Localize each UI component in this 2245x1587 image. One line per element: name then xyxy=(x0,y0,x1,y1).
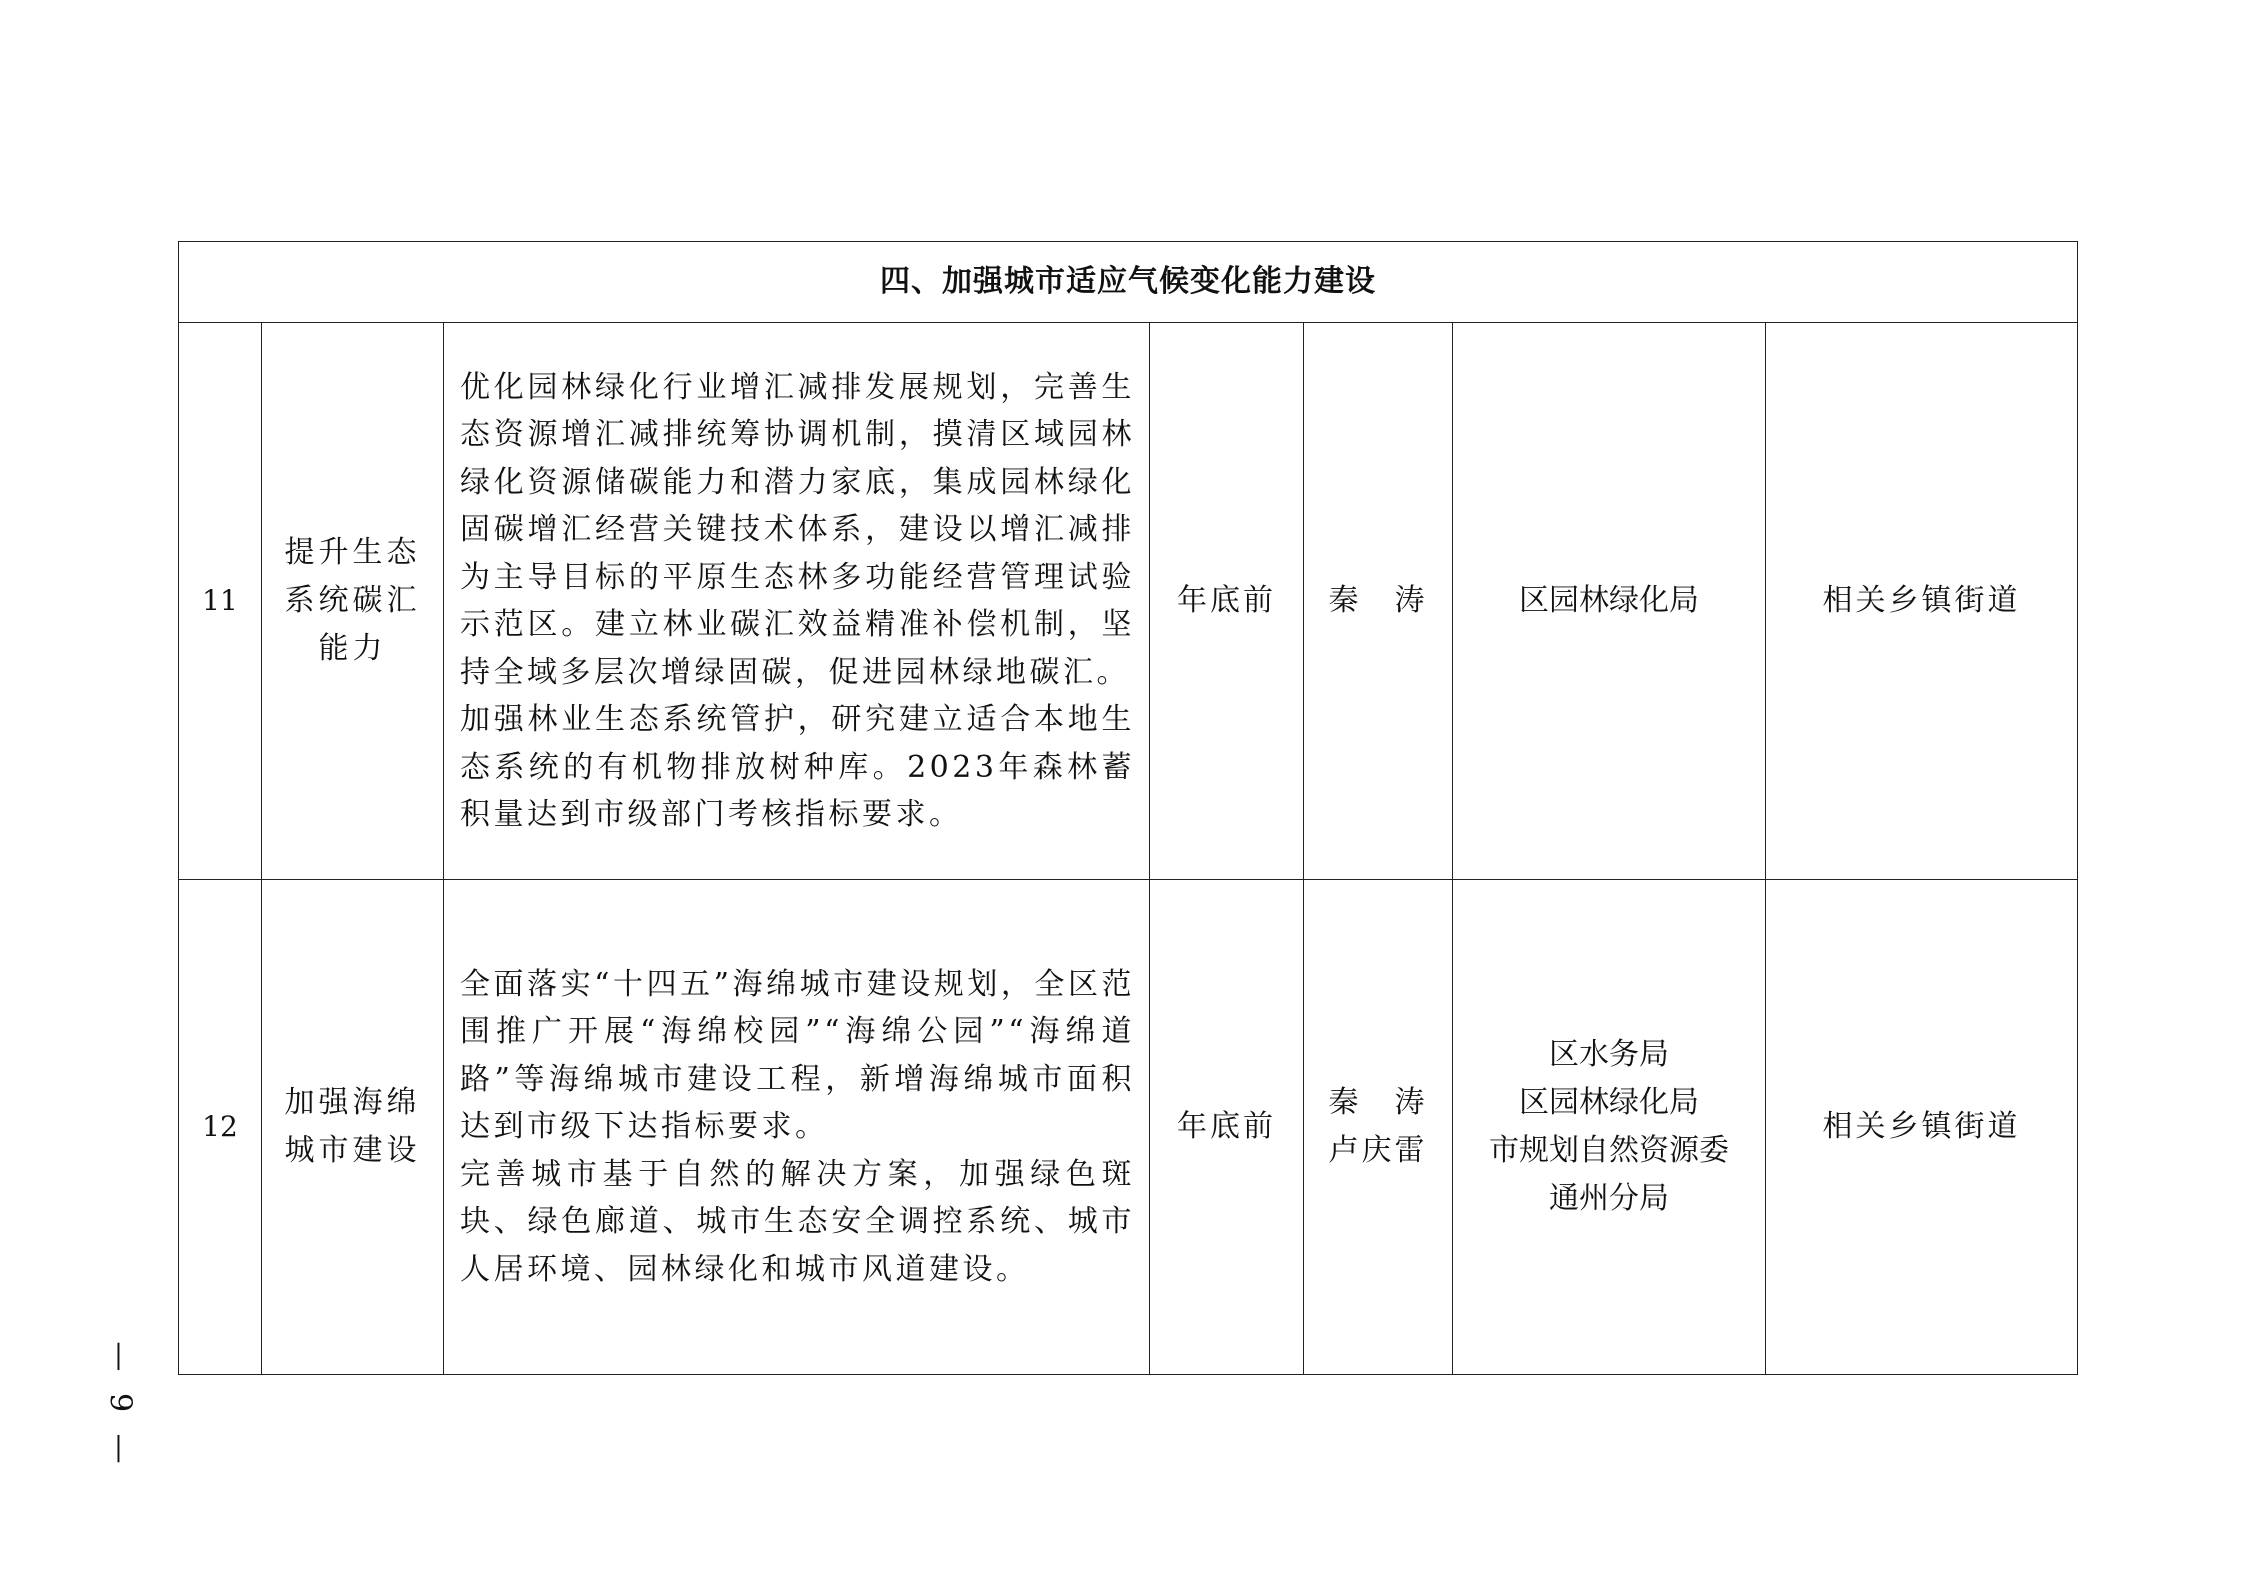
leader-name: 卢庆雷 xyxy=(1328,1133,1428,1168)
lead-unit xyxy=(1453,323,1766,880)
table-row xyxy=(179,323,2078,880)
deadline: 年底前 xyxy=(1150,880,1304,1375)
lead-unit-line: 通州分局 xyxy=(1549,1181,1669,1216)
responsible-leader xyxy=(1304,880,1453,1375)
content-paragraph: 优化园林绿化行业增汇减排发展规划，完善生态资源增汇减排统筹协调机制，摸清区域园林绿化资源储碳能力和潜力家底，集成园林绿化固碳增汇经营关键技术体系，建设以增汇减排为主导目标的平原生态林多功能经营管理试验示范区。建立林业碳汇效益精准补偿机制，坚持全域多层次增绿固碳，促进园林绿地碳汇。 xyxy=(460,369,1135,690)
lead-unit-line: 区园林绿化局 xyxy=(1519,583,1699,618)
cooperating-units: 相关乡镇街道 xyxy=(1766,323,2078,880)
leader-name: 秦 涛 xyxy=(1328,1085,1428,1120)
task-content xyxy=(444,323,1150,880)
lead-unit-line: 区水务局 xyxy=(1549,1037,1669,1072)
row-number: 12 xyxy=(179,880,262,1375)
content-paragraph: 加强林业生态系统管护，研究建立适合本地生态系统的有机物排放树种库。2023年森林蓄积量达到市级部门考核指标要求。 xyxy=(460,702,1135,832)
task-table xyxy=(178,241,2078,1375)
page-number xyxy=(95,1340,145,1470)
task-name xyxy=(262,323,444,880)
content-paragraph: 全面落实“十四五”海绵城市建设规划，全区范围推广开展“海绵校园”“海绵公园”“海绵道路”等海绵城市建设工程，新增海绵城市面积达到市级下达指标要求。 xyxy=(460,966,1135,1145)
task-name-line: 提升生态 xyxy=(284,535,421,570)
page-number-text: — 9 — xyxy=(102,1340,138,1470)
task-name-line: 能力 xyxy=(318,631,387,666)
lead-unit xyxy=(1453,880,1766,1375)
task-name-line: 加强海绵 xyxy=(284,1085,421,1120)
task-name-line: 系统碳汇 xyxy=(284,583,421,618)
task-content xyxy=(444,880,1150,1375)
content-paragraph: 完善城市基于自然的解决方案，加强绿色斑块、绿色廊道、城市生态安全调控系统、城市人居环境、园林绿化和城市风道建设。 xyxy=(460,1156,1135,1287)
row-number: 11 xyxy=(179,323,262,880)
deadline: 年底前 xyxy=(1150,323,1304,880)
section-title: 四、加强城市适应气候变化能力建设 xyxy=(179,242,2078,323)
section-header-row xyxy=(179,242,2078,323)
responsible-leader xyxy=(1304,323,1453,880)
cooperating-units: 相关乡镇街道 xyxy=(1766,880,2078,1375)
table-row xyxy=(179,880,2078,1375)
task-name-line: 城市建设 xyxy=(284,1133,421,1168)
task-name xyxy=(262,880,444,1375)
lead-unit-line: 区园林绿化局 xyxy=(1519,1085,1699,1120)
leader-name: 秦 涛 xyxy=(1328,583,1428,618)
task-table-container xyxy=(178,241,2077,1375)
lead-unit-line: 市规划自然资源委 xyxy=(1489,1133,1729,1168)
